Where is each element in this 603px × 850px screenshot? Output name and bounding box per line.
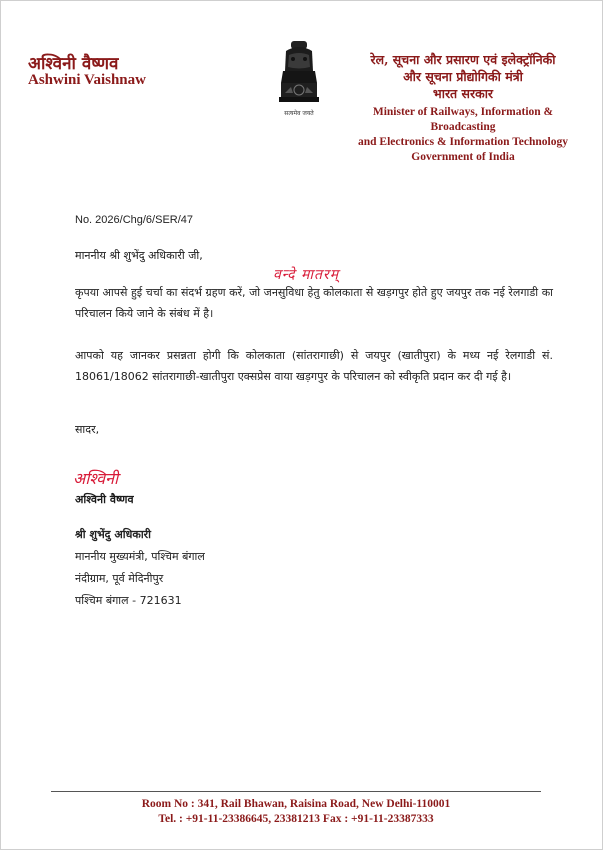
footer-address: Room No : 341, Rail Bhawan, Raisina Road, New Delhi-110001 bbox=[141, 798, 451, 810]
ministry-hindi-line: भारत सरकार bbox=[432, 86, 494, 101]
minister-name-hindi: अश्विनी वैष्णव bbox=[28, 54, 119, 74]
footer-divider bbox=[51, 791, 541, 792]
reference-number: No. 2026/Chg/6/SER/47 bbox=[75, 214, 194, 226]
handwritten-greeting: वन्दे मातरम् bbox=[273, 267, 340, 283]
recipient-line: नंदीग्राम, पूर्व मेदिनीपुर bbox=[75, 572, 164, 585]
recipient-line: पश्चिम बंगाल - 721631 bbox=[75, 594, 182, 607]
recipient-line: श्री शुभेंदु अधिकारी bbox=[75, 528, 152, 541]
ministry-heading bbox=[353, 51, 573, 165]
minister-name-english: Ashwini Vaishnaw bbox=[28, 72, 146, 88]
closing: सादर, bbox=[75, 423, 100, 436]
handwritten-signature: अश्विनी bbox=[73, 469, 119, 488]
ministry-hindi-line: रेल, सूचना और प्रसारण एवं इलेक्ट्रॉनिकी bbox=[370, 52, 556, 67]
body-paragraph: आपको यह जानकर प्रसन्नता होगी कि कोलकाता (सांतरागाछी) से जयपुर (खातीपुरा) के मध्य नई रेलगाडी सं. 18061/18062 सांतरागाछी-खातीपुरा एक्सप्रेस वाया खड़गपुर के परिचालन को स्वीकृति प्रदान कर दी गई है। bbox=[75, 349, 553, 383]
footer-contact: Tel. : +91-11-23386645, 23381213 Fax : +91-11-23387333 bbox=[158, 813, 434, 825]
salutation: माननीय श्री शुभेंदु अधिकारी जी, bbox=[75, 249, 203, 262]
body-paragraph: कृपया आपसे हुई चर्चा का संदर्भ ग्रहण करें, जो जनसुविधा हेतु कोलकाता से खड़गपुर होते हुए जयपुर तक नई रेलगाडी का परिचालन किये जाने के संबंध में है। bbox=[75, 286, 553, 320]
ministry-english-line: Minister of Railways, Information & Broadcasting bbox=[372, 106, 554, 133]
ministry-english-line: and Electronics & Information Technology bbox=[358, 136, 568, 148]
ministry-hindi-line: और सूचना प्रौद्योगिकी मंत्री bbox=[403, 69, 523, 84]
emblem-motto: सत्यमेव जयते bbox=[284, 110, 314, 117]
signatory-name: अश्विनी वैष्णव bbox=[75, 493, 134, 506]
ministry-english-line: Government of India bbox=[411, 151, 515, 163]
recipient-line: माननीय मुख्यमंत्री, पश्चिम बंगाल bbox=[75, 550, 205, 563]
